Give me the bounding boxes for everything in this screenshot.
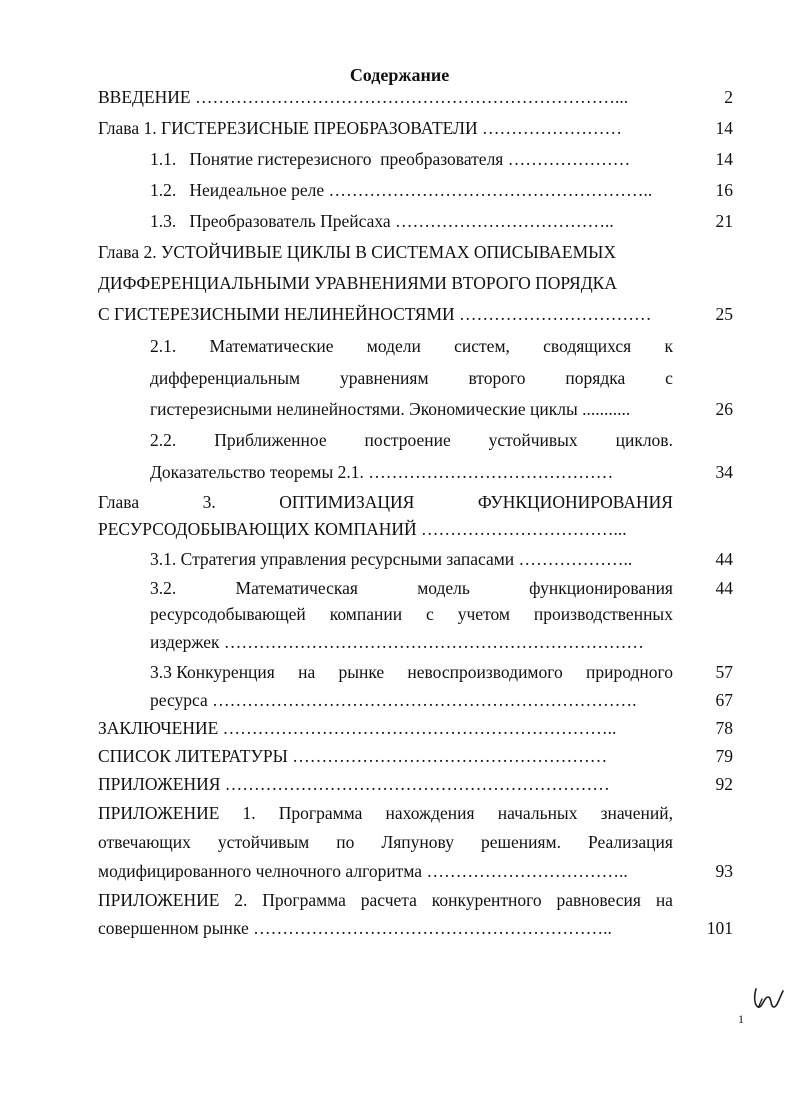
toc-leader-dots: …………………………………………………….. bbox=[253, 918, 612, 938]
toc-word: Программа bbox=[278, 803, 363, 823]
toc-word: с bbox=[665, 368, 673, 388]
toc-page-number: 25 bbox=[715, 304, 733, 324]
toc-word: ПРИЛОЖЕНИЕ bbox=[98, 803, 220, 823]
toc-page-number: 44 bbox=[715, 549, 733, 569]
toc-entry-label: Глава 2. УСТОЙЧИВЫЕ ЦИКЛЫ В СИСТЕМАХ ОПИСЫВАЕМЫХ bbox=[98, 242, 617, 262]
toc-entry bbox=[150, 661, 673, 683]
page-number: 1 bbox=[738, 1012, 744, 1026]
toc-entry-label: модифицированного челночного алгоритма bbox=[98, 861, 427, 881]
toc-word: значений, bbox=[600, 803, 673, 823]
toc-page-number: 44 bbox=[715, 578, 733, 598]
toc-leader-dots: ………………… bbox=[507, 149, 631, 169]
toc-leader-dots: …………………… bbox=[482, 118, 623, 138]
toc-entry bbox=[150, 689, 673, 711]
toc-word: на bbox=[298, 662, 316, 682]
toc-entry bbox=[98, 303, 673, 325]
toc-leader-dots: ……………….. bbox=[518, 549, 633, 569]
toc-entry bbox=[150, 603, 673, 625]
toc-entry bbox=[98, 773, 673, 795]
toc-entry bbox=[150, 398, 673, 420]
toc-entry bbox=[98, 241, 673, 263]
toc-word: расчета bbox=[360, 890, 417, 910]
toc-entry bbox=[98, 745, 673, 767]
toc-word: конкурентного bbox=[431, 890, 542, 910]
toc-entry-label: С ГИСТЕРЕЗИСНЫМИ НЕЛИНЕЙНОСТЯМИ bbox=[98, 304, 460, 324]
toc-word: 2.2. bbox=[150, 430, 177, 450]
toc-leader-dots: ………………………………………………………………. bbox=[212, 690, 637, 710]
toc-entry bbox=[98, 272, 673, 294]
toc-entry bbox=[150, 631, 673, 653]
toc-word: циклов. bbox=[615, 430, 673, 450]
toc-entry-label: РЕСУРСОДОБЫВАЮЩИХ КОМПАНИЙ bbox=[98, 519, 422, 539]
toc-entry bbox=[150, 429, 673, 451]
toc-leader-dots: …………………………… bbox=[459, 304, 652, 324]
toc-word: 1. bbox=[242, 803, 256, 823]
toc-entry-label: ПРИЛОЖЕНИЯ bbox=[98, 774, 225, 794]
toc-leader-dots: ……………………………….. bbox=[395, 211, 614, 231]
toc-entry-label: совершенном рынке bbox=[98, 918, 254, 938]
toc-word: производственных bbox=[533, 604, 673, 624]
toc-word: по bbox=[336, 832, 355, 852]
toc-entry bbox=[150, 210, 673, 232]
toc-word: дифференциальным bbox=[150, 368, 301, 388]
toc-word: невоспроизводимого bbox=[407, 662, 563, 682]
toc-leader-dots: …………………………….. bbox=[426, 861, 628, 881]
toc-entry bbox=[98, 518, 673, 540]
toc-word: с bbox=[426, 604, 434, 624]
toc-leader-dots: ……………………………………………….. bbox=[328, 180, 653, 200]
toc-entry bbox=[150, 367, 673, 389]
toc-entry-label: гистерезисными нелинейностями. Экономические циклы bbox=[150, 399, 583, 419]
toc-leader-dots: ……………………………………………… bbox=[292, 746, 608, 766]
toc-word: Математические bbox=[209, 336, 334, 356]
toc-leader-dots: ……………………………... bbox=[421, 519, 627, 539]
toc-page-number: 14 bbox=[715, 149, 733, 169]
toc-page-number: 2 bbox=[724, 87, 733, 107]
toc-entry-label: издержек bbox=[150, 632, 224, 652]
toc-page-number: 79 bbox=[715, 746, 733, 766]
toc-entry bbox=[150, 148, 673, 170]
toc-word: Глава bbox=[98, 492, 140, 512]
toc-entry-label: ресурса bbox=[150, 690, 213, 710]
toc-word: модель bbox=[417, 578, 470, 598]
page-title: Содержание bbox=[349, 65, 450, 85]
toc-word: устойчивых bbox=[488, 430, 578, 450]
toc-page-number: 26 bbox=[715, 399, 733, 419]
toc-entry-label: ЗАКЛЮЧЕНИЕ bbox=[98, 718, 223, 738]
toc-word: Программа bbox=[262, 890, 346, 910]
toc-entry-label: 1.1. Понятие гистерезисного преобразователя bbox=[150, 149, 508, 169]
toc-word: отвечающих bbox=[98, 832, 191, 852]
toc-entry bbox=[150, 548, 673, 570]
toc-page-number: 57 bbox=[715, 662, 733, 682]
toc-word: функционирования bbox=[529, 578, 673, 598]
toc-page-number: 34 bbox=[715, 462, 733, 482]
toc-page-number: 14 bbox=[715, 118, 733, 138]
toc-entry bbox=[150, 335, 673, 357]
toc-word: решениям. bbox=[480, 832, 561, 852]
toc-entry bbox=[150, 179, 673, 201]
toc-word: к bbox=[664, 336, 673, 356]
toc-word: порядка bbox=[565, 368, 626, 388]
toc-word: 3.3 Конкуренция bbox=[150, 662, 275, 682]
toc-entry-label: ДИФФЕРЕНЦИАЛЬНЫМИ УРАВНЕНИЯМИ ВТОРОГО ПОРЯДКА bbox=[98, 273, 617, 293]
toc-word: уравнениям bbox=[340, 368, 429, 388]
toc-page-number: 101 bbox=[706, 918, 733, 938]
toc-word: на bbox=[655, 890, 673, 910]
toc-entry bbox=[98, 889, 673, 911]
toc-word: Ляпунову bbox=[381, 832, 454, 852]
toc-leader-dots: ........... bbox=[582, 399, 631, 419]
toc-word: 3.2. bbox=[150, 578, 177, 598]
toc-page-number: 78 bbox=[715, 718, 733, 738]
toc-page-number: 92 bbox=[715, 774, 733, 794]
toc-entry-label: ВВЕДЕНИЕ bbox=[98, 87, 196, 107]
toc-page-number: 93 bbox=[715, 861, 733, 881]
toc-entry-label: Глава 1. ГИСТЕРЕЗИСНЫЕ ПРЕОБРАЗОВАТЕЛИ bbox=[98, 118, 483, 138]
toc-word: 2. bbox=[234, 890, 248, 910]
toc-word: ФУНКЦИОНИРОВАНИЯ bbox=[477, 492, 673, 512]
toc-word: второго bbox=[468, 368, 526, 388]
toc-entry-label: Доказательство теоремы 2.1. bbox=[150, 462, 369, 482]
toc-page-number: 21 bbox=[715, 211, 733, 231]
toc-entry-label: СПИСОК ЛИТЕРАТУРЫ bbox=[98, 746, 293, 766]
toc-word: природного bbox=[586, 662, 673, 682]
toc-entry bbox=[98, 86, 673, 108]
toc-entry bbox=[98, 717, 673, 739]
toc-word: рынке bbox=[338, 662, 385, 682]
handwritten-mark-icon bbox=[750, 985, 786, 1013]
toc-word: ресурсодобывающей bbox=[150, 604, 306, 624]
toc-entry bbox=[98, 117, 673, 139]
toc-leader-dots: …………………………………… bbox=[368, 462, 614, 482]
toc-word: равновесия bbox=[556, 890, 641, 910]
toc-entry bbox=[98, 491, 673, 513]
toc-word: нахождения bbox=[385, 803, 475, 823]
toc-word: ПРИЛОЖЕНИЕ bbox=[98, 890, 220, 910]
toc-word: ОПТИМИЗАЦИЯ bbox=[279, 492, 415, 512]
toc-entry bbox=[98, 831, 673, 853]
toc-entry bbox=[150, 577, 673, 599]
toc-entry bbox=[98, 917, 673, 939]
toc-word: устойчивым bbox=[217, 832, 310, 852]
toc-word: 2.1. bbox=[150, 336, 177, 356]
toc-entry-label: 1.3. Преобразователь Прейсаха bbox=[150, 211, 396, 231]
toc-word: Приближенное bbox=[214, 430, 327, 450]
toc-leader-dots: ………………………………………………………….. bbox=[222, 718, 617, 738]
toc-entry-label: 1.2. Неидеальное реле bbox=[150, 180, 329, 200]
toc-word: 3. bbox=[202, 492, 216, 512]
toc-entry-label: 3.1. Стратегия управления ресурсными запасами bbox=[150, 549, 519, 569]
toc-word: учетом bbox=[457, 604, 510, 624]
toc-entry bbox=[98, 802, 673, 824]
toc-word: модели bbox=[366, 336, 421, 356]
toc-word: начальных bbox=[497, 803, 578, 823]
toc-leader-dots: ……………………………………………………………… bbox=[223, 632, 644, 652]
toc-page-number: 67 bbox=[715, 690, 733, 710]
toc-page-number: 16 bbox=[715, 180, 733, 200]
toc-word: Реализация bbox=[588, 832, 673, 852]
toc-entry bbox=[150, 461, 673, 483]
toc-word: построение bbox=[364, 430, 451, 450]
toc-entry bbox=[98, 860, 673, 882]
toc-leader-dots: ………………………………………………………… bbox=[224, 774, 610, 794]
toc-word: компании bbox=[329, 604, 403, 624]
toc-word: Математическая bbox=[235, 578, 358, 598]
toc-word: систем, bbox=[454, 336, 510, 356]
toc-leader-dots: ………………………………………………………………... bbox=[195, 87, 629, 107]
toc-word: сводящихся bbox=[543, 336, 632, 356]
